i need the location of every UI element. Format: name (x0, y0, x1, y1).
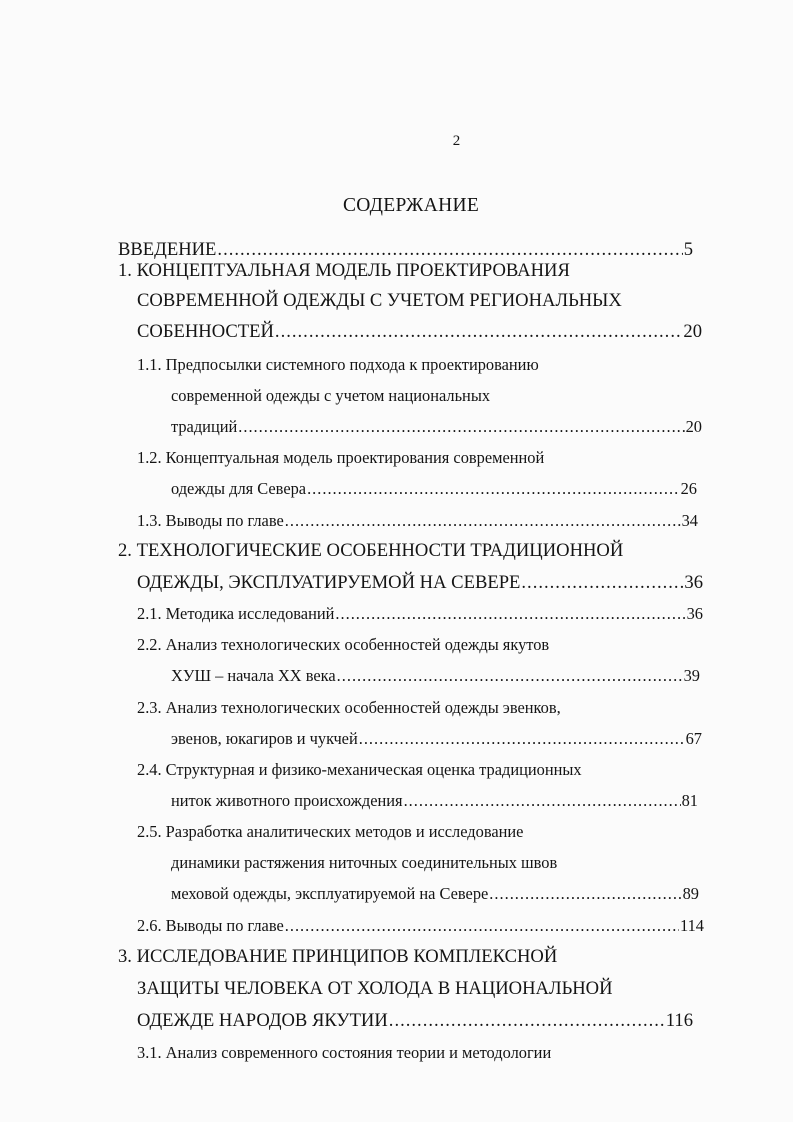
toc-section-1-2-end (171, 475, 697, 503)
toc-section-1-1-end (171, 413, 702, 441)
toc-section-1-1 (137, 351, 539, 379)
toc-entry-page: 89 (682, 884, 699, 903)
toc-entry-page: 81 (681, 791, 698, 810)
toc-entry-title: динамики растяжения ниточных соединительных швов (171, 853, 558, 872)
toc-entry-title: одежды для Севера (171, 479, 307, 498)
toc-entry-page: 36 (684, 572, 703, 593)
toc-entry-page: 5 (683, 239, 693, 260)
toc-entry-title: 2.6. Выводы по главе (137, 916, 284, 935)
toc-section-1-1-cont (171, 382, 490, 410)
toc-entry-title: ОДЕЖДЕ НАРОДОВ ЯКУТИИ (137, 1010, 388, 1031)
toc-entry-title: ХУШ – начала XX века (171, 666, 336, 685)
toc-entry-title: ВВЕДЕНИЕ (118, 239, 217, 260)
dot-leader (238, 413, 684, 441)
toc-section-2-3 (137, 694, 561, 722)
dot-leader (359, 725, 685, 753)
toc-section-1-2 (137, 444, 544, 472)
toc-entry-title: 1.3. Выводы по главе (137, 511, 284, 530)
dot-leader (307, 475, 680, 503)
dot-leader (337, 662, 683, 690)
toc-entry-title: СОБЕННОСТЕЙ (137, 321, 274, 342)
page-title: СОДЕРЖАНИЕ (342, 195, 480, 216)
dot-leader (285, 507, 681, 535)
toc-entry-title: меховой одежды, эксплуатируемой на Севере (171, 884, 489, 903)
toc-entry-page: 20 (685, 417, 702, 436)
toc-section-2-6 (137, 912, 704, 940)
toc-entry-title: 2.2. Анализ технологических особенностей одежды якутов (137, 635, 550, 654)
toc-entry-page: 39 (683, 666, 700, 685)
toc-section-1-3 (137, 507, 698, 535)
toc-entry-page: 114 (680, 916, 704, 935)
page-number: 2 (452, 133, 461, 149)
toc-section-2-5 (137, 818, 523, 846)
toc-entry-page: 26 (680, 479, 697, 498)
toc-entry-title: 2.4. Структурная и физико-механическая оценка традиционных (137, 760, 582, 779)
toc-entry-page: 116 (665, 1010, 693, 1031)
toc-chapter-3-heading-end (137, 1007, 693, 1035)
toc-entry-title: 2.5. Разработка аналитических методов и исследование (137, 822, 524, 841)
toc-section-3-1 (137, 1039, 551, 1067)
dot-leader (335, 600, 685, 628)
toc-section-2-2 (137, 631, 549, 659)
toc-entry-title: ниток животного происхождения (171, 791, 403, 810)
toc-entry-title: 2.1. Методика исследований (137, 604, 335, 623)
toc-entry-title: традиций (171, 417, 238, 436)
toc-entry-title: 3. ИССЛЕДОВАНИЕ ПРИНЦИПОВ КОМПЛЕКСНОЙ (118, 946, 558, 967)
toc-chapter-2-heading-end (137, 569, 703, 597)
toc-entry-title: 3.1. Анализ современного состояния теории и методологии (137, 1043, 552, 1062)
dot-leader (389, 1007, 665, 1035)
toc-section-2-3-end (171, 725, 702, 753)
toc-entry-title: 2. ТЕХНОЛОГИЧЕСКИЕ ОСОБЕННОСТИ ТРАДИЦИОННОЙ (118, 540, 624, 561)
dot-leader (521, 569, 683, 597)
toc-chapter-3-heading (118, 943, 557, 971)
toc-entry-page: 36 (686, 604, 703, 623)
toc-entry-title: эвенов, юкагиров и чукчей (171, 729, 358, 748)
toc-section-2-2-end (171, 662, 700, 690)
toc-entry-title: ОДЕЖДЫ, ЭКСПЛУАТИРУЕМОЙ НА СЕВЕРЕ (137, 572, 521, 593)
toc-section-2-4-end (171, 787, 698, 815)
toc-entry-title: 1. КОНЦЕПТУАЛЬНАЯ МОДЕЛЬ ПРОЕКТИРОВАНИЯ (118, 260, 570, 281)
dot-leader (275, 318, 682, 346)
toc-chapter-2-heading (118, 537, 623, 565)
toc-chapter-1-heading-cont (137, 287, 622, 315)
toc-entry-title: ЗАЩИТЫ ЧЕЛОВЕКА ОТ ХОЛОДА В НАЦИОНАЛЬНОЙ (137, 978, 613, 999)
toc-section-2-1 (137, 600, 703, 628)
toc-entry-title: 1.2. Концептуальная модель проектирования современной (137, 448, 545, 467)
toc-entry-title: 1.1. Предпосылки системного подхода к проектированию (137, 355, 539, 374)
toc-entry-page: 34 (681, 511, 698, 530)
dot-leader (404, 787, 681, 815)
toc-entry-title: СОВРЕМЕННОЙ ОДЕЖДЫ С УЧЕТОМ РЕГИОНАЛЬНЫХ (137, 290, 622, 311)
dot-leader (285, 912, 679, 940)
toc-section-2-5-end (171, 880, 699, 908)
toc-entry-title: 2.3. Анализ технологических особенностей одежды эвенков, (137, 698, 561, 717)
toc-entry-page: 20 (683, 321, 702, 342)
toc-section-2-5-cont (171, 849, 557, 877)
toc-entry-title: современной одежды с учетом национальных (171, 386, 491, 405)
toc-chapter-3-heading-cont (137, 975, 613, 1003)
toc-chapter-1-heading-end (137, 318, 702, 346)
toc-section-2-4 (137, 756, 582, 784)
dot-leader (489, 880, 681, 908)
toc-chapter-1-heading (118, 257, 570, 285)
toc-entry-page: 67 (685, 729, 702, 748)
